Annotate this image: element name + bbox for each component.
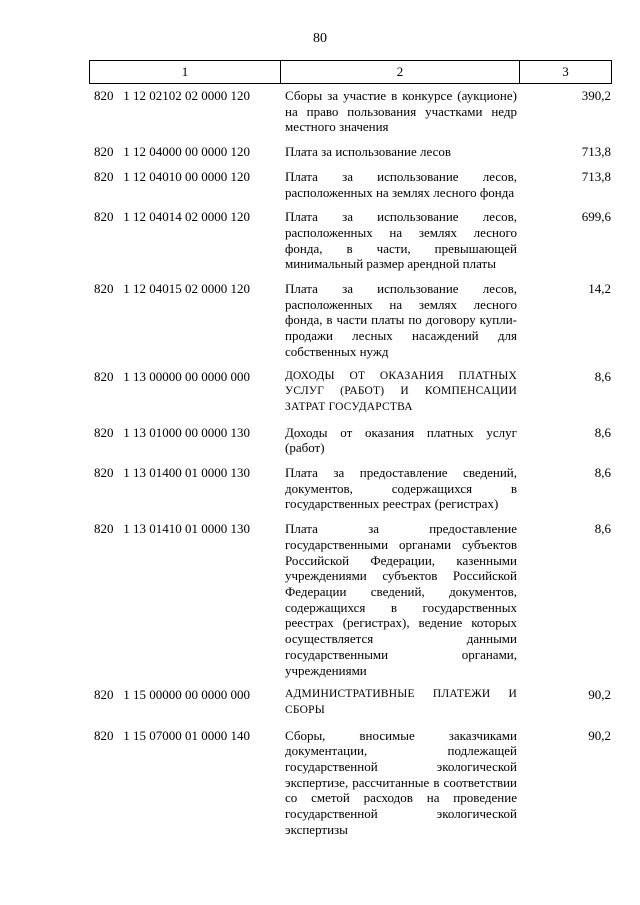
page-number: 80 [313,31,327,46]
budget-code: 820 1 12 04015 02 0000 120 [94,281,250,297]
revenue-name: Плата за использование лесов, расположенных на землях лесного фонда, в части, превышающей минимальный размер арендной платы [285,209,517,272]
amount: 390,2 [581,88,611,103]
table-row [0,209,640,272]
amount: 8,6 [594,465,611,481]
table-row [0,521,640,678]
amount: 713,8 [581,144,611,160]
table-row [0,687,640,718]
revenue-name: АДМИНИСТРАТИВНЫЕ ПЛАТЕЖИ И СБОРЫ [285,688,517,716]
budget-code: 820 1 15 07000 01 0000 140 [94,727,250,743]
revenue-name: ДОХОДЫ ОТ ОКАЗАНИЯ ПЛАТНЫХ УСЛУГ (РАБОТ) И КОМПЕНСАЦИИ ЗАТРАТ ГОСУДАРСТВА [285,369,517,413]
table-row [0,369,640,416]
table-header [89,60,612,84]
amount: 90,2 [588,687,611,703]
revenue-name: Доходы от оказания платных услуг (работ) [285,424,517,456]
revenue-name: Плата за предоставление государственными органами субъектов Российской Федерации, казенными учреждениями субъектов Российской Федерации сведений, документов, содержащихся в государственных реестрах (регистрах), ведение которых осуществляется данными государственными органами, учреждениями [285,521,517,678]
revenue-name: Сборы, вносимые заказчиками документации, подлежащей государственной экологической экспертизе, рассчитанные в соответствии со сметой расходов на проведение государственной экологической экспертизы [285,727,517,837]
table-row [0,144,640,160]
revenue-name: Плата за предоставление сведений, документов, содержащихся в государственных реестрах (регистрах) [285,465,517,512]
table-row [0,281,640,360]
column-header-1: 1 [90,61,281,84]
amount: 8,6 [594,368,611,384]
column-header-2: 2 [281,61,520,84]
amount: 8,6 [594,424,611,440]
budget-code: 820 1 12 04010 00 0000 120 [94,168,250,184]
revenue-name: Плата за использование лесов, расположенных на землях лесного фонда [285,168,517,200]
budget-code: 820 1 15 00000 00 0000 000 [94,687,250,703]
revenue-name: Сборы за участие в конкурсе (аукционе) на право пользования участками недр местного значения [285,88,517,135]
budget-code: 820 1 13 01400 01 0000 130 [94,465,250,481]
budget-code: 820 1 13 00000 00 0000 000 [94,368,250,384]
amount: 90,2 [588,727,611,743]
table-body [0,88,640,847]
table-row [0,465,640,512]
table-row [0,425,640,456]
amount: 8,6 [594,521,611,537]
table-row [0,169,640,200]
amount: 713,8 [581,168,611,184]
budget-code: 820 1 12 02102 02 0000 120 [94,88,250,103]
revenue-name: Плата за использование лесов [285,144,451,160]
budget-code: 820 1 12 04000 00 0000 120 [94,144,250,160]
table-row [0,728,640,838]
table-row [0,88,640,135]
revenue-name: Плата за использование лесов, расположенных на землях лесного фонда, в части платы по договору купли-продажи лесных насаждений для собственных нужд [285,281,517,359]
budget-code: 820 1 12 04014 02 0000 120 [94,209,250,225]
amount: 699,6 [581,209,611,225]
column-header-3: 3 [520,61,612,84]
budget-code: 820 1 13 01410 01 0000 130 [94,521,250,537]
budget-code: 820 1 13 01000 00 0000 130 [94,424,250,440]
amount: 14,2 [588,281,611,297]
